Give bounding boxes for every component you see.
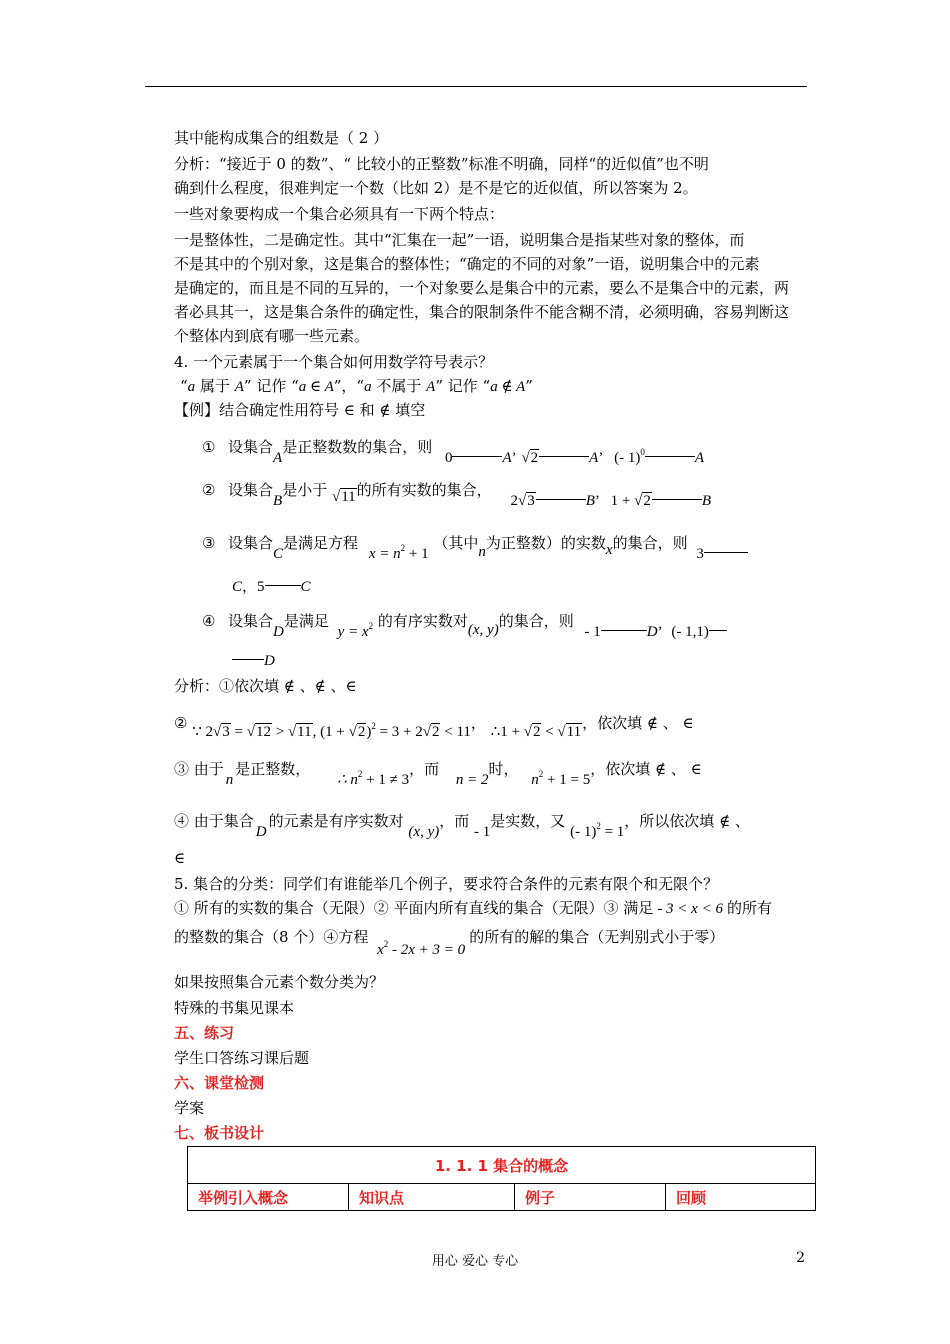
- table-header-cell: 回顾: [666, 1184, 816, 1211]
- table-header-cell: 举例引入概念: [188, 1184, 349, 1211]
- example-4: ④ 设集合D是满足 $y = x^2$ 的有序实数对(x, y)的集合，则 - 1 D’ (- 1,1): [202, 606, 727, 632]
- analysis-4-continued: ∈: [174, 849, 186, 867]
- example-3-continued: C，5 C: [232, 577, 311, 595]
- example-heading: 【例】结合确定性用符号 ∈ 和 ∉ 填空: [174, 401, 426, 419]
- table-header-cell: 例子: [515, 1184, 666, 1211]
- paragraph: 确到什么程度，很难判定一个数（比如 2）是不是它的近似值，所以答案为 2。: [174, 179, 698, 197]
- section-heading-board-design: 七、板书设计: [174, 1124, 265, 1142]
- paragraph: 分析：“接近于 0 的数”、“ 比较小的正整数”标准不明确，同样“的近似值”也不明: [174, 155, 709, 173]
- paragraph: 不是其中的个别对象，这是集合的整体性；“确定的不同的对象”一语，说明集合中的元素: [174, 255, 760, 273]
- paragraph: 一些对象要构成一个集合必须具有一下两个特点：: [174, 205, 505, 223]
- page-number: 2: [796, 1250, 805, 1266]
- section-heading-practice: 五、练习: [174, 1024, 235, 1042]
- table-header-cell: 知识点: [349, 1184, 515, 1211]
- example-3: ③ 设集合C是满足方程 $x = n^2 + 1$ （其中n为正整数）的实数x的集合，则 3: [202, 528, 748, 554]
- header-rule: [145, 86, 807, 87]
- paragraph: 特殊的书集见课本: [174, 999, 295, 1017]
- paragraph: 是确定的，而且是不同的互异的，一个对象要么是集合中的元素，要么不是集合中的元素，两: [174, 279, 790, 297]
- question-5: 5. 集合的分类：同学们有谁能举几个例子，要求符合条件的元素有限个和无限个？: [174, 875, 719, 893]
- membership-notation: “a 属于 A” 记作 “a ∈ A”，“a 不属于 A” 记作 “a ∉ A”: [180, 377, 533, 395]
- paragraph: 一是整体性，二是确定性。其中“汇集在一起”一语，说明集合是指某些对象的整体，而: [174, 231, 745, 249]
- paragraph: 者必具其一，这是集合条件的确定性，集合的限制条件不能含糊不清，必须明确，容易判断这: [174, 303, 790, 321]
- analysis-2: ② ∵ 2√3 = √12 > √11, $(1 + √2)^2 = 3 + 2√2 < 11$， ∴1 + √2 < √11，依次填 ∉ 、 ∈: [174, 714, 694, 740]
- example-2: ② 设集合B是小于 √11的所有实数的集合， 2√3 B’ 1 + √2 B: [202, 481, 712, 509]
- board-design-table: [187, 1146, 816, 1211]
- paragraph: 学生口答练习课后题: [174, 1049, 310, 1067]
- table-title: 1. 1. 1 集合的概念: [188, 1147, 816, 1184]
- analysis-3: ③ 由于n是正整数， ∴ $n^2 + 1 \ne 3$，而 n = 2时， $n^2 + 1 = 5$，依次填 ∉ 、 ∈: [174, 760, 702, 788]
- page-footer: 用心 爱心 专心: [431, 1254, 519, 1269]
- example-4-continued: D: [232, 650, 275, 671]
- paragraph: 如果按照集合元素个数分类为？: [174, 973, 385, 991]
- paragraph: 学案: [174, 1099, 205, 1117]
- paragraph: 个整体内到底有哪一些元素。: [174, 327, 370, 345]
- classification-examples-continued: 的整数的集合（8 个）④方程 $x^2 - 2x + 3 = 0$的所有的解的集合（无判别式小于零）: [174, 928, 725, 958]
- analysis-4: ④ 由于集合D的元素是有序实数对 (x, y)，而 - 1是实数，又 (- 1)$^2$ = 1，所以依次填 ∉ 、: [174, 812, 750, 840]
- analysis-heading: 分析：①依次填 ∉ 、∉ 、∈: [174, 677, 357, 695]
- example-1: ① 设集合A是正整数数的集合，则 0 A’ √2 A’ (- 1)$^0$ A: [202, 438, 705, 466]
- question-4: 4. 一个元素属于一个集合如何用数学符号表示？: [174, 353, 494, 371]
- paragraph: 其中能构成集合的组数是（ 2 ）: [174, 129, 389, 147]
- section-heading-class-test: 六、课堂检测: [174, 1074, 265, 1092]
- classification-examples: ① 所有的实数的集合（无限）② 平面内所有直线的集合（无限）③ 满足 - 3 < x < 6 的所有: [174, 899, 772, 917]
